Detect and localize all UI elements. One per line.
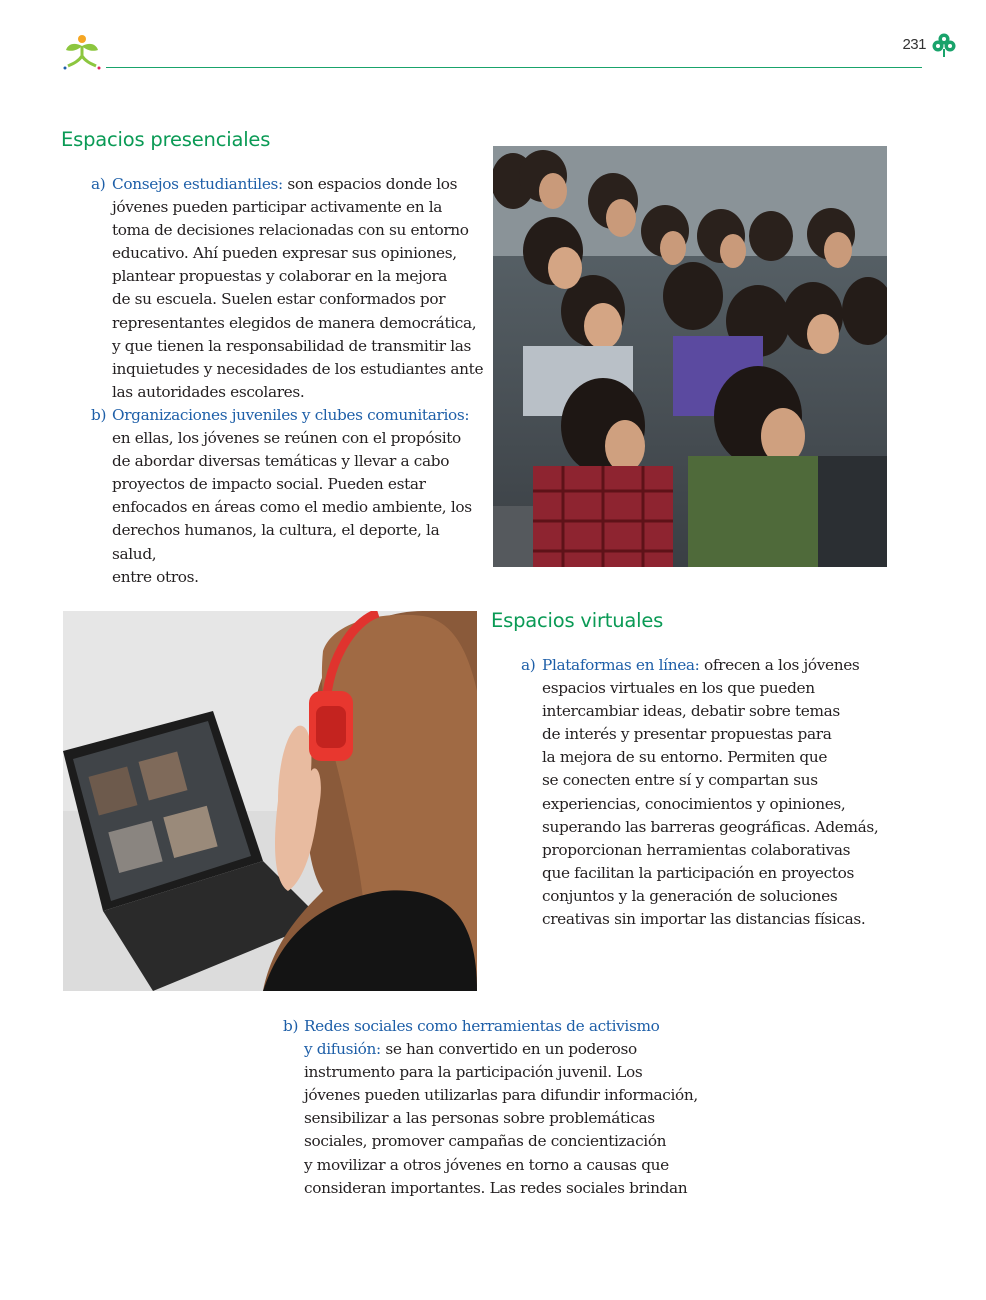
header-rule <box>106 67 922 68</box>
text-line: intercambiar ideas, debatir sobre temas <box>542 702 840 721</box>
text-line: instrumento para la participación juvenil. Los <box>304 1063 643 1082</box>
section-title-virtuales: Espacios virtuales <box>491 609 664 632</box>
list-item-organizaciones <box>91 404 486 589</box>
sprout-person-icon <box>60 30 104 74</box>
text-line: conjuntos y la generación de soluciones <box>542 886 838 905</box>
text-line: representantes elegidos de manera democrática, <box>112 313 477 332</box>
text-line: son espacios donde los <box>282 175 458 193</box>
list-item-redes-sociales <box>283 1015 723 1200</box>
text-line: experiencias, conocimientos y opiniones, <box>542 794 846 813</box>
list-item-consejos <box>91 173 486 404</box>
text-line: derechos humanos, la cultura, el deporte, la salud, <box>112 521 440 563</box>
text-line: se han convertido en un poderoso <box>380 1040 637 1059</box>
video-call-headphones-photo <box>63 611 477 991</box>
text-line: ofrecen a los jóvenes <box>699 656 860 674</box>
text-line: superando las barreras geográficas. Además, <box>542 817 879 836</box>
text-line: proyectos de impacto social. Pueden estar <box>112 475 426 494</box>
list-marker: b) <box>91 406 107 424</box>
text-line: enfocados en áreas como el medio ambiente, los <box>112 498 472 517</box>
list-item-plataformas <box>521 654 881 931</box>
text-line: las autoridades escolares. <box>112 382 305 401</box>
text-line: espacios virtuales en los que pueden <box>542 679 815 698</box>
text-line: y que tienen la responsabilidad de transmitir las <box>112 336 472 355</box>
list-marker: a) <box>521 656 536 674</box>
text-line: y movilizar a otros jóvenes en torno a causas que <box>304 1155 669 1174</box>
text-line: entre otros. <box>112 567 199 586</box>
text-line: educativo. Ahí pueden expresar sus opiniones, <box>112 244 457 263</box>
text-line: proporcionan herramientas colaborativas <box>542 840 851 859</box>
text-line: sociales, promover campañas de concientización <box>304 1132 667 1151</box>
text-line: jóvenes pueden participar activamente en la <box>112 198 443 217</box>
text-line: de interés y presentar propuestas para <box>542 725 832 744</box>
term-difusion: y difusión: <box>304 1040 381 1059</box>
term-consejos: Consejos estudiantiles: <box>112 175 283 193</box>
list-marker: b) <box>283 1017 299 1035</box>
text-line: que facilitan la participación en proyectos <box>542 863 854 882</box>
text-line: creativas sin importar las distancias físicas. <box>542 910 866 929</box>
text-line: inquietudes y necesidades de los estudiantes ante <box>112 359 484 378</box>
text-line: consideran importantes. Las redes sociales brindan <box>304 1178 688 1197</box>
text-line: de abordar diversas temáticas y llevar a cabo <box>112 452 450 471</box>
term-plataformas: Plataformas en línea: <box>542 656 700 674</box>
text-line: la mejora de su entorno. Permiten que <box>542 748 828 767</box>
text-line: en ellas, los jóvenes se reúnen con el propósito <box>112 429 461 448</box>
students-auditorium-photo <box>493 146 887 567</box>
text-line: se conecten entre sí y compartan sus <box>542 771 818 790</box>
page-number: 231 <box>902 36 926 53</box>
term-redes-sociales: Redes sociales como herramientas de activismo <box>304 1017 660 1035</box>
list-marker: a) <box>91 175 106 193</box>
text-line: plantear propuestas y colaborar en la mejora <box>112 267 448 286</box>
section-title-presenciales: Espacios presenciales <box>61 128 271 151</box>
text-line: toma de decisiones relacionadas con su entorno <box>112 221 469 240</box>
text-line: de su escuela. Suelen estar conformados por <box>112 290 446 309</box>
clover-icon <box>931 32 957 58</box>
text-line: sensibilizar a las personas sobre problemáticas <box>304 1109 655 1128</box>
term-organizaciones: Organizaciones juveniles y clubes comunitarios: <box>112 406 470 424</box>
text-line: jóvenes pueden utilizarlas para difundir información, <box>304 1086 698 1105</box>
